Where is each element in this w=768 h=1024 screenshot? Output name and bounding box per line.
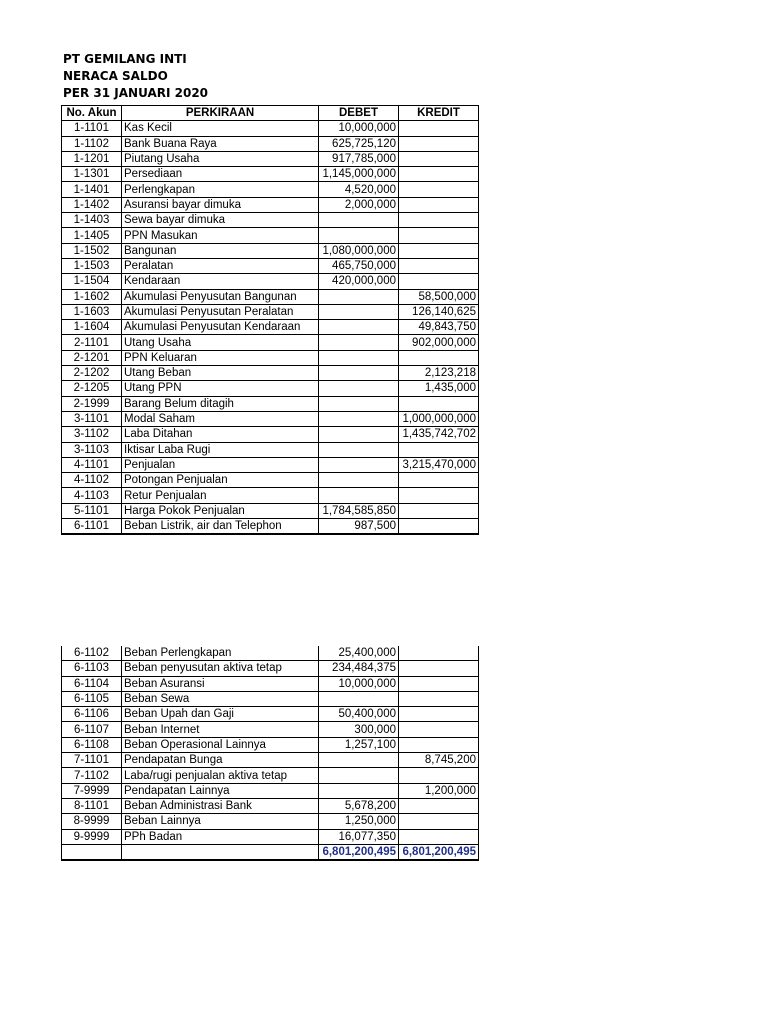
table-row bbox=[62, 151, 479, 166]
table-row bbox=[62, 519, 479, 535]
account-no-cell: 5-1101 bbox=[62, 503, 122, 518]
debit-cell bbox=[319, 753, 399, 768]
credit-cell: 1,000,000,000 bbox=[399, 411, 479, 426]
table-row bbox=[62, 228, 479, 243]
table-row bbox=[62, 136, 479, 151]
debit-cell bbox=[319, 691, 399, 706]
table-row bbox=[62, 737, 479, 752]
table-header-row bbox=[62, 106, 479, 121]
account-name-cell: Potongan Penjualan bbox=[122, 473, 319, 488]
credit-cell bbox=[399, 197, 479, 212]
total-name-cell bbox=[122, 844, 319, 860]
account-name-cell: Modal Saham bbox=[122, 411, 319, 426]
account-no-cell: 1-1101 bbox=[62, 121, 122, 136]
account-no-cell: 6-1105 bbox=[62, 691, 122, 706]
table-row bbox=[62, 798, 479, 813]
credit-cell bbox=[399, 213, 479, 228]
account-no-cell: 2-1205 bbox=[62, 381, 122, 396]
credit-cell bbox=[399, 646, 479, 661]
account-name-cell: Bangunan bbox=[122, 243, 319, 258]
credit-cell bbox=[399, 350, 479, 365]
table-body-page1 bbox=[62, 121, 479, 535]
table-body-page2 bbox=[62, 646, 479, 844]
credit-cell bbox=[399, 228, 479, 243]
account-no-cell: 2-1202 bbox=[62, 366, 122, 381]
account-no-cell: 1-1402 bbox=[62, 197, 122, 212]
table-row bbox=[62, 814, 479, 829]
account-no-cell: 1-1401 bbox=[62, 182, 122, 197]
account-no-cell: 1-1504 bbox=[62, 274, 122, 289]
debit-cell bbox=[319, 768, 399, 783]
account-no-cell: 7-1101 bbox=[62, 753, 122, 768]
debit-cell bbox=[319, 442, 399, 457]
account-name-cell: PPN Keluaran bbox=[122, 350, 319, 365]
account-name-cell: Laba/rugi penjualan aktiva tetap bbox=[122, 768, 319, 783]
credit-cell: 49,843,750 bbox=[399, 320, 479, 335]
table-row bbox=[62, 350, 479, 365]
account-name-cell: Beban penyusutan aktiva tetap bbox=[122, 661, 319, 676]
table-row bbox=[62, 197, 479, 212]
table-row bbox=[62, 722, 479, 737]
account-name-cell: Akumulasi Penyusutan Kendaraan bbox=[122, 320, 319, 335]
credit-cell bbox=[399, 488, 479, 503]
debit-cell: 987,500 bbox=[319, 519, 399, 535]
debit-cell: 300,000 bbox=[319, 722, 399, 737]
credit-cell bbox=[399, 737, 479, 752]
account-no-cell: 7-9999 bbox=[62, 783, 122, 798]
table-row bbox=[62, 488, 479, 503]
debit-cell: 1,257,100 bbox=[319, 737, 399, 752]
table-row bbox=[62, 213, 479, 228]
table-row bbox=[62, 366, 479, 381]
account-no-cell: 6-1106 bbox=[62, 707, 122, 722]
total-debit: 6,801,200,495 bbox=[319, 844, 399, 860]
account-name-cell: Pendapatan Bunga bbox=[122, 753, 319, 768]
debit-cell: 625,725,120 bbox=[319, 136, 399, 151]
table-row bbox=[62, 381, 479, 396]
report-period: PER 31 JANUARI 2020 bbox=[63, 86, 209, 100]
account-no-cell: 6-1108 bbox=[62, 737, 122, 752]
table-row bbox=[62, 457, 479, 472]
account-name-cell: Beban Operasional Lainnya bbox=[122, 737, 319, 752]
total-no-cell bbox=[62, 844, 122, 860]
credit-cell bbox=[399, 396, 479, 411]
account-name-cell: Sewa bayar dimuka bbox=[122, 213, 319, 228]
account-name-cell: Harga Pokok Penjualan bbox=[122, 503, 319, 518]
account-name-cell: Beban Listrik, air dan Telephon bbox=[122, 519, 319, 535]
table-row bbox=[62, 243, 479, 258]
table-row bbox=[62, 473, 479, 488]
credit-cell bbox=[399, 814, 479, 829]
credit-cell bbox=[399, 167, 479, 182]
account-no-cell: 3-1101 bbox=[62, 411, 122, 426]
account-no-cell: 1-1403 bbox=[62, 213, 122, 228]
account-no-cell: 9-9999 bbox=[62, 829, 122, 844]
table-row bbox=[62, 396, 479, 411]
account-no-cell: 4-1102 bbox=[62, 473, 122, 488]
table-row bbox=[62, 442, 479, 457]
account-name-cell: PPN Masukan bbox=[122, 228, 319, 243]
table-row bbox=[62, 320, 479, 335]
table-row bbox=[62, 258, 479, 273]
debit-cell: 16,077,350 bbox=[319, 829, 399, 844]
credit-cell bbox=[399, 442, 479, 457]
account-name-cell: Beban Lainnya bbox=[122, 814, 319, 829]
table-row bbox=[62, 304, 479, 319]
credit-cell: 1,200,000 bbox=[399, 783, 479, 798]
credit-cell bbox=[399, 274, 479, 289]
debit-cell: 1,784,585,850 bbox=[319, 503, 399, 518]
account-no-cell: 1-1502 bbox=[62, 243, 122, 258]
debit-cell bbox=[319, 366, 399, 381]
account-no-cell: 6-1107 bbox=[62, 722, 122, 737]
table-row bbox=[62, 661, 479, 676]
credit-cell bbox=[399, 182, 479, 197]
account-no-cell: 1-1301 bbox=[62, 167, 122, 182]
account-name-cell: Retur Penjualan bbox=[122, 488, 319, 503]
header-account-no: No. Akun bbox=[62, 106, 122, 121]
account-no-cell: 1-1201 bbox=[62, 151, 122, 166]
table-row bbox=[62, 707, 479, 722]
debit-cell bbox=[319, 304, 399, 319]
account-name-cell: Piutang Usaha bbox=[122, 151, 319, 166]
debit-cell bbox=[319, 427, 399, 442]
report-header bbox=[63, 51, 208, 102]
credit-cell: 58,500,000 bbox=[399, 289, 479, 304]
account-no-cell: 1-1405 bbox=[62, 228, 122, 243]
table-row bbox=[62, 427, 479, 442]
table-row bbox=[62, 691, 479, 706]
credit-cell bbox=[399, 829, 479, 844]
header-credit: KREDIT bbox=[399, 106, 479, 121]
total-row bbox=[62, 844, 479, 860]
account-no-cell: 2-1101 bbox=[62, 335, 122, 350]
account-no-cell: 6-1101 bbox=[62, 519, 122, 535]
credit-cell bbox=[399, 151, 479, 166]
debit-cell bbox=[319, 783, 399, 798]
account-name-cell: Beban Internet bbox=[122, 722, 319, 737]
total-credit: 6,801,200,495 bbox=[399, 844, 479, 860]
credit-cell bbox=[399, 258, 479, 273]
account-no-cell: 1-1602 bbox=[62, 289, 122, 304]
debit-cell bbox=[319, 411, 399, 426]
credit-cell bbox=[399, 243, 479, 258]
account-no-cell: 1-1503 bbox=[62, 258, 122, 273]
debit-cell: 2,000,000 bbox=[319, 197, 399, 212]
account-name-cell: Peralatan bbox=[122, 258, 319, 273]
debit-cell: 1,080,000,000 bbox=[319, 243, 399, 258]
account-no-cell: 3-1103 bbox=[62, 442, 122, 457]
account-no-cell: 4-1101 bbox=[62, 457, 122, 472]
credit-cell bbox=[399, 519, 479, 535]
debit-cell: 1,250,000 bbox=[319, 814, 399, 829]
table-row bbox=[62, 121, 479, 136]
account-name-cell: Utang PPN bbox=[122, 381, 319, 396]
credit-cell bbox=[399, 691, 479, 706]
credit-cell bbox=[399, 661, 479, 676]
account-name-cell: Perlengkapan bbox=[122, 182, 319, 197]
report-title: NERACA SALDO bbox=[63, 69, 168, 83]
debit-cell: 5,678,200 bbox=[319, 798, 399, 813]
credit-cell bbox=[399, 768, 479, 783]
account-name-cell: Beban Sewa bbox=[122, 691, 319, 706]
debit-cell bbox=[319, 457, 399, 472]
account-name-cell: Kendaraan bbox=[122, 274, 319, 289]
table-row bbox=[62, 676, 479, 691]
credit-cell: 3,215,470,000 bbox=[399, 457, 479, 472]
account-name-cell: Akumulasi Penyusutan Bangunan bbox=[122, 289, 319, 304]
credit-cell: 126,140,625 bbox=[399, 304, 479, 319]
table-row bbox=[62, 768, 479, 783]
table-row bbox=[62, 167, 479, 182]
account-name-cell: Bank Buana Raya bbox=[122, 136, 319, 151]
debit-cell: 234,484,375 bbox=[319, 661, 399, 676]
account-name-cell: PPh Badan bbox=[122, 829, 319, 844]
account-no-cell: 2-1201 bbox=[62, 350, 122, 365]
account-name-cell: Utang Beban bbox=[122, 366, 319, 381]
debit-cell: 465,750,000 bbox=[319, 258, 399, 273]
credit-cell: 8,745,200 bbox=[399, 753, 479, 768]
credit-cell: 2,123,218 bbox=[399, 366, 479, 381]
table-row bbox=[62, 783, 479, 798]
account-name-cell: Beban Upah dan Gaji bbox=[122, 707, 319, 722]
table-row bbox=[62, 182, 479, 197]
account-name-cell: Persediaan bbox=[122, 167, 319, 182]
account-no-cell: 1-1102 bbox=[62, 136, 122, 151]
company-name: PT GEMILANG INTI bbox=[63, 52, 187, 66]
credit-cell bbox=[399, 798, 479, 813]
table-row bbox=[62, 753, 479, 768]
account-no-cell: 6-1102 bbox=[62, 646, 122, 661]
credit-cell bbox=[399, 473, 479, 488]
account-no-cell: 4-1103 bbox=[62, 488, 122, 503]
table-row bbox=[62, 503, 479, 518]
account-no-cell: 6-1103 bbox=[62, 661, 122, 676]
trial-balance-table-page1 bbox=[61, 105, 479, 535]
debit-cell bbox=[319, 228, 399, 243]
account-no-cell: 1-1604 bbox=[62, 320, 122, 335]
account-no-cell: 1-1603 bbox=[62, 304, 122, 319]
trial-balance-table-page2 bbox=[61, 646, 479, 861]
account-name-cell: Kas Kecil bbox=[122, 121, 319, 136]
account-no-cell: 3-1102 bbox=[62, 427, 122, 442]
table-row bbox=[62, 274, 479, 289]
credit-cell bbox=[399, 136, 479, 151]
account-name-cell: Barang Belum ditagih bbox=[122, 396, 319, 411]
account-name-cell: Laba Ditahan bbox=[122, 427, 319, 442]
table-row bbox=[62, 335, 479, 350]
debit-cell bbox=[319, 381, 399, 396]
table-row bbox=[62, 646, 479, 661]
account-name-cell: Iktisar Laba Rugi bbox=[122, 442, 319, 457]
debit-cell bbox=[319, 335, 399, 350]
credit-cell bbox=[399, 707, 479, 722]
debit-cell bbox=[319, 396, 399, 411]
credit-cell bbox=[399, 121, 479, 136]
credit-cell: 1,435,000 bbox=[399, 381, 479, 396]
table-row bbox=[62, 289, 479, 304]
account-name-cell: Asuransi bayar dimuka bbox=[122, 197, 319, 212]
debit-cell bbox=[319, 350, 399, 365]
debit-cell: 50,400,000 bbox=[319, 707, 399, 722]
credit-cell: 1,435,742,702 bbox=[399, 427, 479, 442]
debit-cell: 917,785,000 bbox=[319, 151, 399, 166]
debit-cell bbox=[319, 213, 399, 228]
header-debit: DEBET bbox=[319, 106, 399, 121]
account-name-cell: Beban Asuransi bbox=[122, 676, 319, 691]
debit-cell: 25,400,000 bbox=[319, 646, 399, 661]
credit-cell bbox=[399, 722, 479, 737]
debit-cell: 4,520,000 bbox=[319, 182, 399, 197]
account-no-cell: 8-1101 bbox=[62, 798, 122, 813]
account-no-cell: 2-1999 bbox=[62, 396, 122, 411]
account-no-cell: 8-9999 bbox=[62, 814, 122, 829]
account-name-cell: Akumulasi Penyusutan Peralatan bbox=[122, 304, 319, 319]
debit-cell: 10,000,000 bbox=[319, 121, 399, 136]
debit-cell: 1,145,000,000 bbox=[319, 167, 399, 182]
debit-cell bbox=[319, 320, 399, 335]
account-name-cell: Beban Administrasi Bank bbox=[122, 798, 319, 813]
table-row bbox=[62, 411, 479, 426]
credit-cell bbox=[399, 503, 479, 518]
table-row bbox=[62, 829, 479, 844]
debit-cell: 10,000,000 bbox=[319, 676, 399, 691]
debit-cell: 420,000,000 bbox=[319, 274, 399, 289]
account-no-cell: 7-1102 bbox=[62, 768, 122, 783]
account-name-cell: Beban Perlengkapan bbox=[122, 646, 319, 661]
debit-cell bbox=[319, 488, 399, 503]
header-account-name: PERKIRAAN bbox=[122, 106, 319, 121]
debit-cell bbox=[319, 289, 399, 304]
account-no-cell: 6-1104 bbox=[62, 676, 122, 691]
account-name-cell: Pendapatan Lainnya bbox=[122, 783, 319, 798]
credit-cell: 902,000,000 bbox=[399, 335, 479, 350]
credit-cell bbox=[399, 676, 479, 691]
account-name-cell: Penjualan bbox=[122, 457, 319, 472]
debit-cell bbox=[319, 473, 399, 488]
account-name-cell: Utang Usaha bbox=[122, 335, 319, 350]
